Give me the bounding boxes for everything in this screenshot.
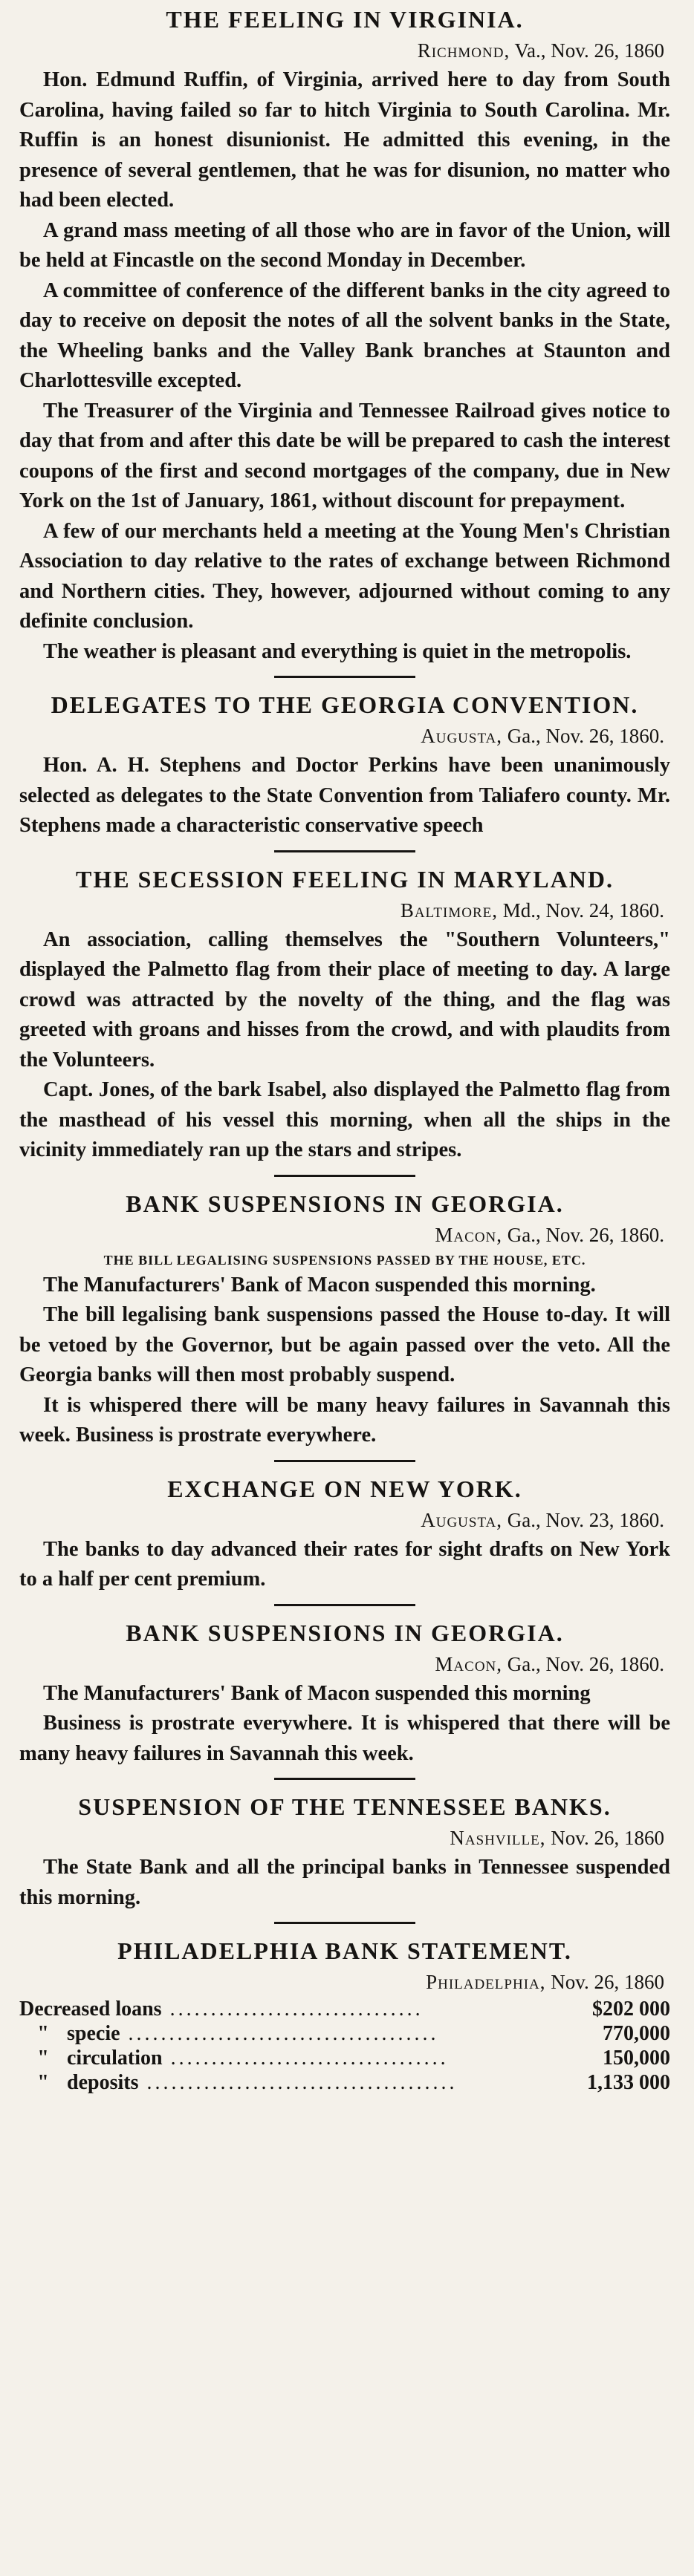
article-philadelphia-statement [19,1934,670,2095]
section-divider [274,1922,415,1924]
paragraph: Capt. Jones, of the bark Isabel, also displayed the Palmetto flag from the masthead of his vessel this morning, when all the ships in the vicinity immediately ran up the stars and stripes. [19,1078,670,1161]
row-value: 770,000 [603,2022,670,2045]
section-divider [274,676,415,678]
dateline [19,1220,664,1250]
headline: THE FEELING IN VIRGINIA. [166,6,524,33]
row-label [19,2070,581,2095]
paragraph: Hon. Edmund Ruffin, of Virginia, arrived here to day from South Carolina, having failed so far to hitch Virginia to South Carolina. Mr. Ruffin is an honest disunionist. He admitted this evening, in the presence of several gentlemen, that he was for disunion, no matter who had been elected. [19,68,670,212]
table-row [19,1997,670,2021]
article-tennessee-banks [19,1790,670,1913]
dateline [19,896,664,925]
dateline [19,1505,664,1535]
dateline-place: Richmond, [417,39,510,62]
paragraph: The weather is pleasant and everything is quiet in the metropolis. [43,639,632,663]
subheadline: THE BILL LEGALISING SUSPENSIONS PASSED BY THE HOUSE, ETC. [103,1252,586,1268]
row-ditto: " [37,2047,49,2070]
article-maryland [19,863,670,1166]
article-georgia-delegates [19,688,670,841]
row-value: 150,000 [603,2047,670,2070]
dateline-place: Macon, [435,1652,503,1675]
dateline [19,1649,664,1679]
dateline-date: Ga., Nov. 26, 1860. [507,725,664,747]
article-georgia-bank-suspensions-2 [19,1617,670,1770]
paragraph: Hon. A. H. Stephens and Doctor Perkins have been unanimously selected as delegates to the State Convention from Taliafero county. Mr. Stephens made a characteristic conservative speech [19,754,670,837]
paragraph: The Treasurer of the Virginia and Tennessee Railroad gives notice to day that from and after this date be will be prepared to cash the interest coupons of the first and second mortgages of the company, due in New York on the 1st of January, 1861, without discount for prepayment. [19,399,670,512]
paragraph: The State Bank and all the principal banks in Tennessee suspended this morning. [19,1856,670,1909]
row-ditto: " [37,2071,49,2094]
headline: BANK SUSPENSIONS IN GEORGIA. [126,1190,564,1217]
headline: DELEGATES TO THE GEORGIA CONVENTION. [51,691,639,718]
row-label [19,2046,581,2070]
paragraph: The Manufacturers' Bank of Macon suspended this morning. [43,1273,596,1297]
paragraph: Business is prostrate everywhere. It is whispered that there will be many heavy failures in Savannah this week. [19,1712,670,1765]
leader-dots: ...................................... [120,2022,439,2045]
row-label-text: deposits [67,2071,139,2094]
dateline-date: Va., Nov. 26, 1860 [514,39,664,62]
paragraph: A few of our merchants held a meeting at the Young Men's Christian Association to day relative to the rates of exchange between Richmond and Northern cities. They, however, adjourned without coming to any definite conclusion. [19,519,670,633]
row-label-text: Decreased loans [19,1998,162,2021]
paragraph: The Manufacturers' Bank of Macon suspended this morning [43,1681,591,1705]
paragraph: The banks to day advanced their rates for sight drafts on New York to a half per cent premium. [19,1537,670,1591]
paragraph: The bill legalising bank suspensions passed the House to-day. It will be vetoed by the Governor, but be again passed over the veto. All the Georgia banks will then most probably suspend. [19,1303,670,1386]
headline: EXCHANGE ON NEW YORK. [167,1475,522,1502]
section-divider [274,850,415,852]
dateline-place: Augusta, [421,725,503,747]
dateline-date: Ga., Nov. 26, 1860. [507,1223,664,1246]
dateline-place: Philadelphia, [426,1971,546,1993]
paragraph: A grand mass meeting of all those who are in favor of the Union, will be held at Fincastle on the second Monday in December. [19,218,670,272]
paragraph: A committee of conference of the different banks in the city agreed to day to receive on deposit the notes of all the solvent banks in the State, the Wheeling banks and the Valley Bank branches at Staunton and Charlottesville excepted. [19,278,670,392]
leader-dots: .................................. [162,2047,449,2070]
headline: PHILADELPHIA BANK STATEMENT. [117,1937,572,1964]
section-divider [274,1604,415,1606]
leader-dots: ............................... [161,1998,424,2021]
table-row [19,2070,670,2095]
section-divider [274,1460,415,1462]
dateline-date: Md., Nov. 24, 1860. [502,899,664,922]
paragraph: It is whispered there will be many heavy failures in Savannah this week. Business is prostrate everywhere. [19,1393,670,1447]
row-value: 1,133 000 [587,2071,670,2094]
statement-table [19,1997,670,2095]
row-ditto: " [37,2022,49,2045]
article-georgia-bank-suspensions [19,1187,670,1451]
dateline-date: Nov. 26, 1860 [551,1971,664,1993]
row-label-text: specie [67,2022,120,2045]
article-virginia [19,3,670,667]
row-label [19,2021,581,2046]
section-divider [274,1778,415,1780]
table-row [19,2021,670,2046]
dateline [19,1967,664,1997]
article-exchange-new-york [19,1473,670,1595]
dateline-place: Nashville, [450,1827,546,1849]
row-label [19,1997,581,2021]
dateline-place: Macon, [435,1223,503,1246]
headline: THE SECESSION FEELING IN MARYLAND. [76,865,614,893]
dateline [19,36,664,65]
dateline [19,721,664,751]
section-divider [274,1175,415,1177]
dateline [19,1823,664,1853]
headline: SUSPENSION OF THE TENNESSEE BANKS. [78,1793,612,1820]
headline: BANK SUSPENSIONS IN GEORGIA. [126,1619,564,1646]
table-row [19,2046,670,2070]
row-value: $202 000 [592,1998,670,2021]
dateline-date: Nov. 26, 1860 [551,1827,664,1849]
dateline-date: Ga., Nov. 23, 1860. [507,1508,664,1531]
paragraph: An association, calling themselves the "Southern Volunteers," displayed the Palmetto flag from their place of meeting to day. A large crowd was attracted by the novelty of the thing, and the flag was greeted with groans and hisses from the crowd, and with plaudits from the Volunteers. [19,927,670,1072]
leader-dots: ...................................... [138,2071,458,2094]
dateline-date: Ga., Nov. 26, 1860. [507,1652,664,1675]
row-label-text: circulation [67,2047,163,2070]
dateline-place: Augusta, [421,1508,503,1531]
dateline-place: Baltimore, [400,899,498,922]
